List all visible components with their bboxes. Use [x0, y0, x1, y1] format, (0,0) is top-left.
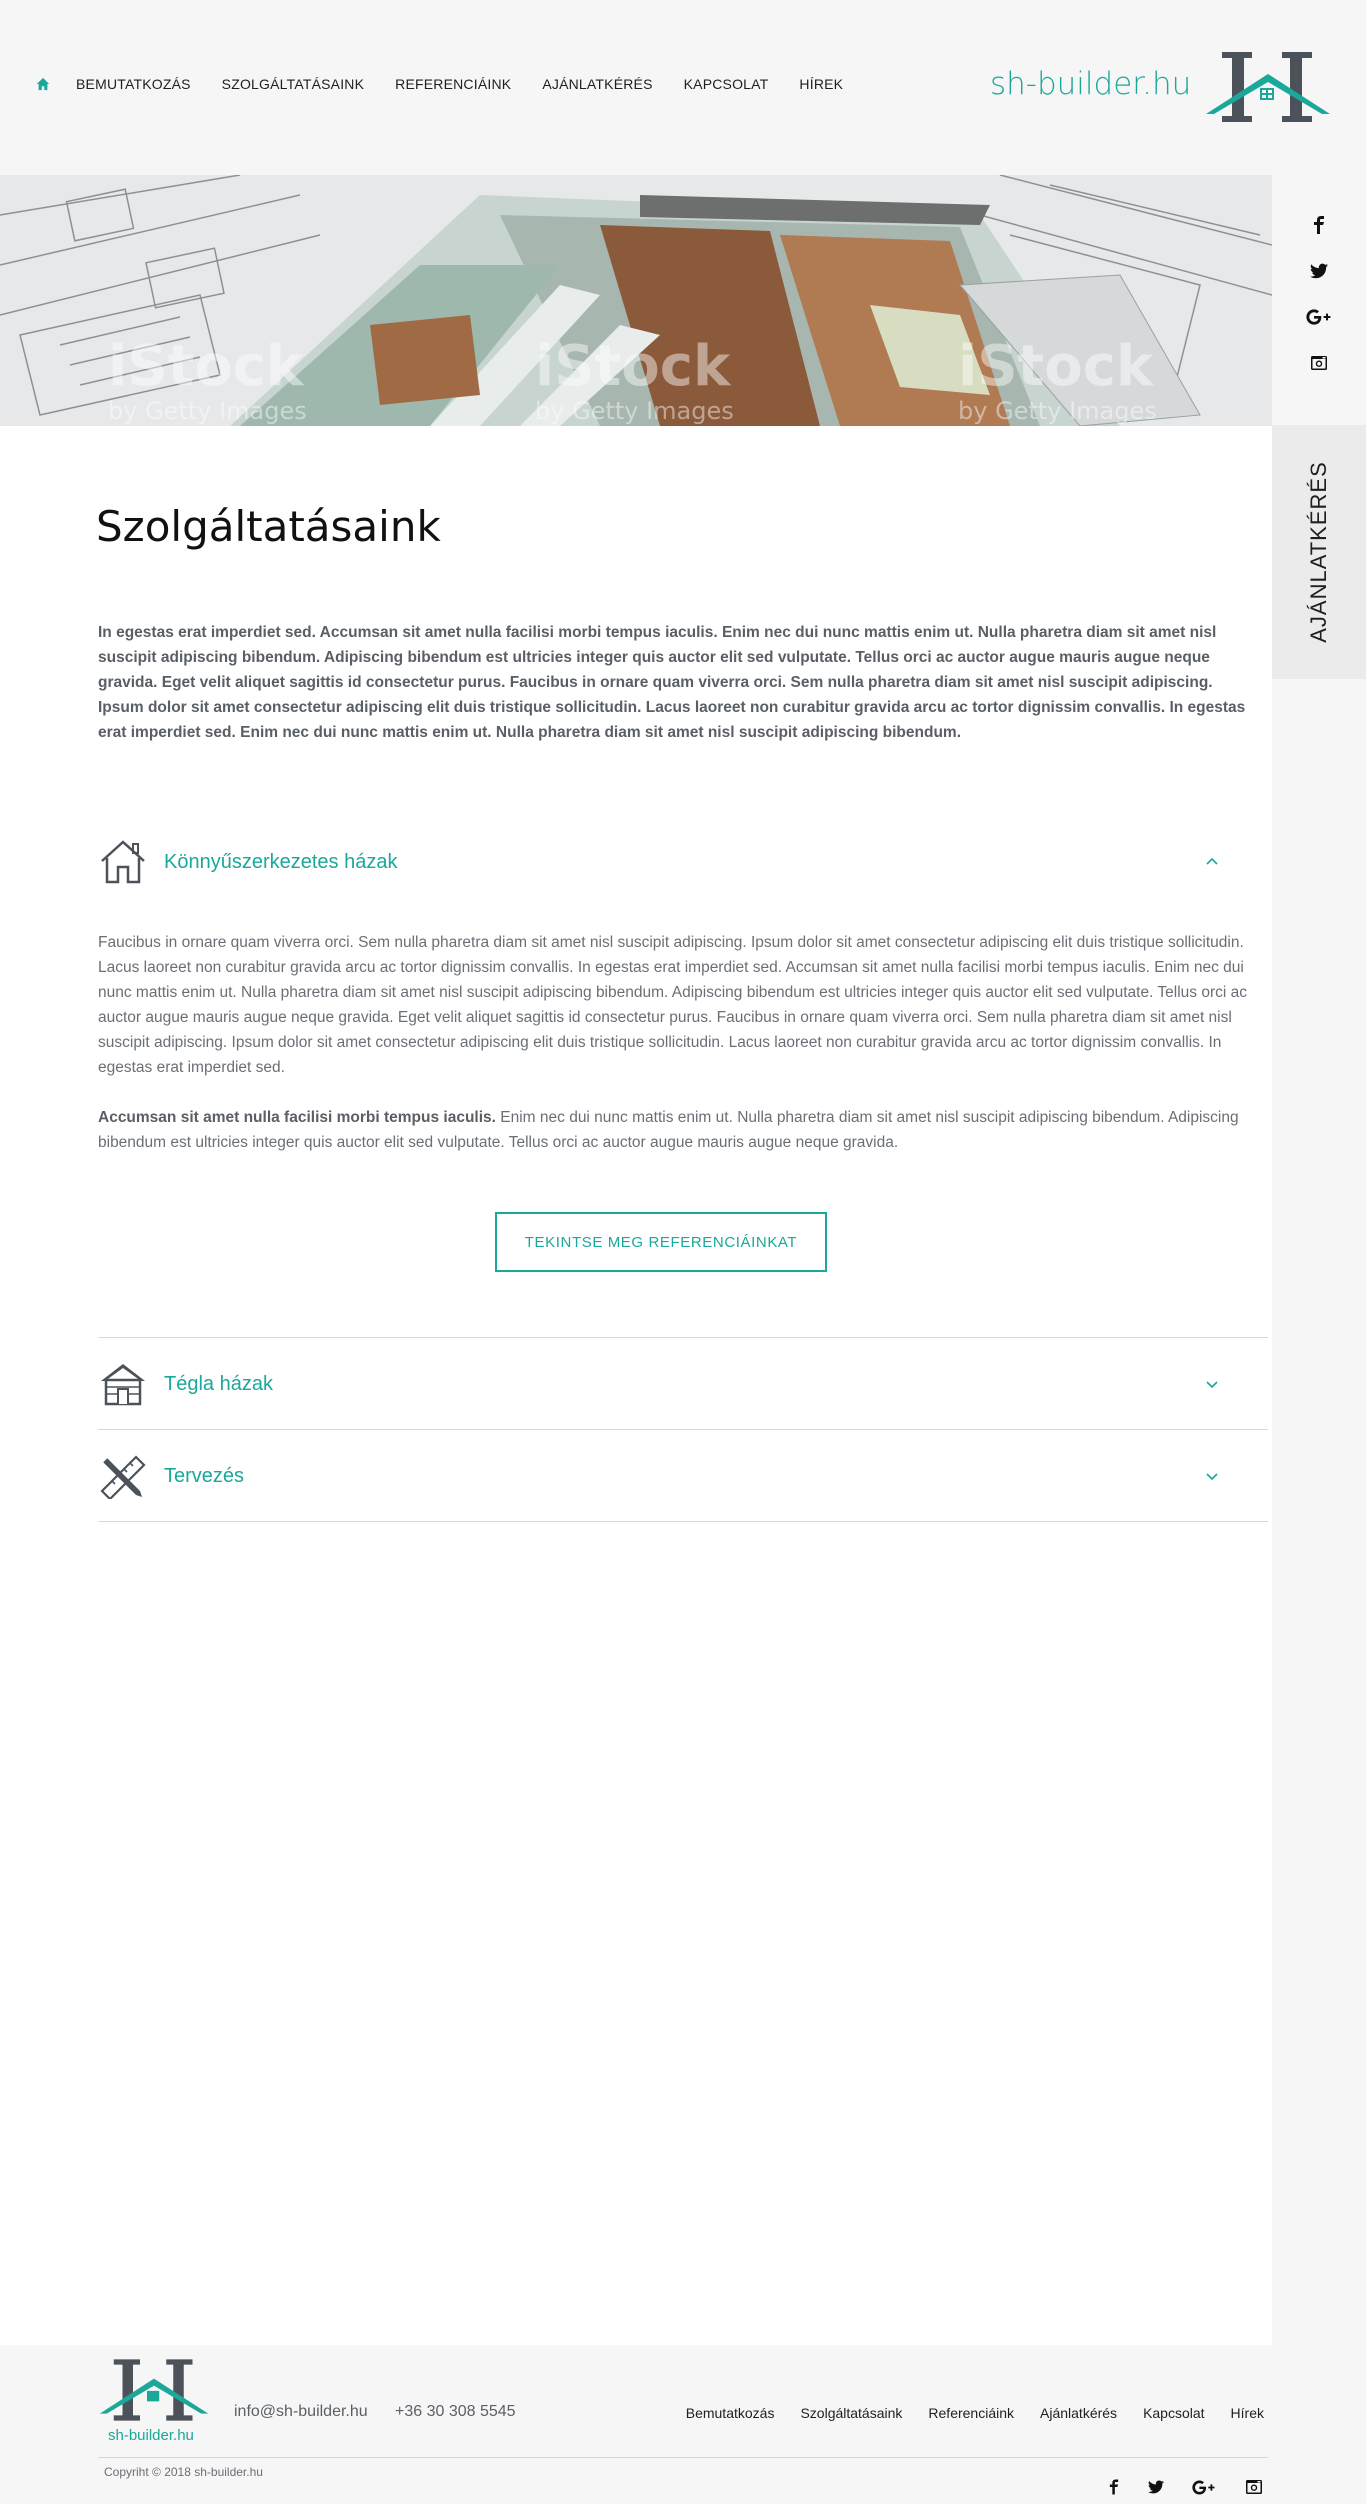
hero-banner: [0, 175, 1272, 426]
facebook-icon[interactable]: [1102, 2475, 1126, 2499]
watermark-sub-2: by Getty Images: [535, 397, 734, 425]
nav-kapcsolat[interactable]: KAPCSOLAT: [683, 76, 769, 92]
facebook-icon[interactable]: [1272, 213, 1366, 237]
accordion-title: Tervezés: [164, 1464, 245, 1487]
watermark-3: iStock: [958, 334, 1154, 399]
accordion-divider: [98, 1521, 1268, 1522]
accordion-body-konnyuszerkezetes: [98, 930, 1268, 1155]
footer-email[interactable]: info@sh-builder.hu: [234, 2403, 368, 2420]
footer-divider: [98, 2457, 1268, 2458]
nav-szolgaltatasaink[interactable]: SZOLGÁLTATÁSAINK: [221, 76, 365, 92]
watermark-1: iStock: [108, 334, 304, 399]
hero-image: [0, 175, 1272, 426]
sh-logo-icon[interactable]: [98, 2355, 210, 2425]
chevron-up-icon[interactable]: [1204, 854, 1220, 870]
brick-house-icon: [98, 1361, 148, 1407]
sh-logo-icon[interactable]: [1204, 48, 1332, 126]
page-title: Szolgáltatásaink: [96, 502, 441, 551]
nav-hirek[interactable]: HÍREK: [799, 76, 844, 92]
accordion-header-tervezes[interactable]: [98, 1430, 1268, 1522]
site-header: [0, 0, 1366, 175]
watermark-sub-1: by Getty Images: [108, 397, 307, 425]
view-references-button[interactable]: TEKINTSE MEG REFERENCIÁINKAT: [495, 1212, 827, 1272]
pencil-ruler-icon: [98, 1453, 148, 1499]
footer-nav-bemutatkozas[interactable]: Bemutatkozás: [685, 2405, 775, 2421]
accordion-item-tervezes: [98, 1430, 1268, 1522]
accordion-header-konnyuszerkezetes[interactable]: [98, 816, 1268, 908]
footer-brand: sh-builder.hu: [108, 2427, 194, 2444]
quote-request-tab[interactable]: [1272, 425, 1366, 679]
twitter-icon[interactable]: [1144, 2475, 1168, 2499]
google-plus-icon[interactable]: [1192, 2475, 1216, 2499]
accordion-paragraph-1: Faucibus in ornare quam viverra orci. Sem nulla pharetra diam sit amet nisl suscipit adipiscing. Ipsum dolor sit amet consectetur adipiscing elit duis tristique sollicitudin. Lacus laoreet non curabitur gravida arcu ac tortor dignissim convallis. In egestas erat imperdiet sed. Accumsan sit amet nulla facilisi morbi tempus iaculis. Enim nec dui nunc mattis enim ut. Nulla pharetra diam sit amet nisl suscipit adipiscing bibendum. Adipiscing bibendum est ultricies integer quis auctor elit sed vulputate. Tellus orci ac auctor augue mauris augue neque gravida. Eget velit aliquet sagittis id consectetur purus. Faucibus in ornare quam viverra orci. Sem nulla pharetra diam sit amet nisl suscipit adipiscing. Ipsum dolor sit amet consectetur adipiscing elit duis tristique sollicitudin. Lacus laoreet non curabitur gravida arcu ac tortor dignissim convallis. In egestas erat imperdiet sed.: [98, 934, 1248, 1076]
brand-name[interactable]: sh-builder.hu: [990, 66, 1192, 102]
home-icon[interactable]: [36, 77, 50, 91]
instagram-icon[interactable]: [1242, 2475, 1266, 2499]
footer-nav-kapcsolat[interactable]: Kapcsolat: [1143, 2405, 1205, 2421]
chevron-down-icon[interactable]: [1204, 1468, 1220, 1484]
nav-bemutatkozas[interactable]: BEMUTATKOZÁS: [76, 76, 191, 92]
house-outline-icon: [98, 839, 148, 885]
copyright: Copyriht © 2018 sh-builder.hu: [104, 2465, 263, 2479]
quote-request-label: AJÁNLATKÉRÉS: [1306, 461, 1331, 643]
footer-nav-hirek[interactable]: Hírek: [1230, 2405, 1264, 2421]
footer-phone[interactable]: +36 30 308 5545: [395, 2403, 516, 2420]
accordion-paragraph-2-rest: Enim nec dui nunc mattis enim ut. Nulla pharetra diam sit amet nisl suscipit adipiscing bibendum. Adipiscing bibendum est ultricies integer quis auctor elit sed vulputate. Tellus orci ac auctor augue mauris augue neque gravida.: [98, 1109, 1239, 1151]
footer-nav-szolgaltatasaink[interactable]: Szolgáltatásaink: [800, 2405, 903, 2421]
footer-nav-ajanlatkeres[interactable]: Ajánlatkérés: [1040, 2405, 1118, 2421]
accordion-paragraph-2: [98, 1105, 1268, 1155]
accordion-title: Tégla házak: [164, 1372, 273, 1395]
footer-nav-referenciaink[interactable]: Referenciáink: [928, 2405, 1015, 2421]
watermark-2: iStock: [535, 334, 731, 399]
twitter-icon[interactable]: [1272, 259, 1366, 283]
accordion-title: Könnyűszerkezetes házak: [164, 850, 398, 873]
site-footer: [0, 2345, 1366, 2504]
main-nav: [36, 76, 874, 92]
intro-text: In egestas erat imperdiet sed. Accumsan sit amet nulla facilisi morbi tempus iaculis. Enim nec dui nunc mattis enim ut. Nulla pharetra diam sit amet nisl suscipit adipiscing bibendum. Adipiscing bibendum est ultricies integer quis auctor elit sed vulputate. Tellus orci ac auctor augue mauris augue neque gravida. Eget velit aliquet sagittis id consectetur purus. Faucibus in ornare quam viverra orci. Sem nulla pharetra diam sit amet nisl suscipit adipiscing. Ipsum dolor sit amet consectetur adipiscing elit duis tristique sollicitudin. Lacus laoreet non curabitur gravida arcu ac tortor dignissim convallis. In egestas erat imperdiet sed. Enim nec dui nunc mattis enim ut. Nulla pharetra diam sit amet nisl suscipit adipiscing bibendum.: [98, 624, 1246, 741]
accordion-header-tegla[interactable]: [98, 1338, 1268, 1430]
instagram-icon[interactable]: [1272, 351, 1366, 375]
side-rail: [1272, 175, 1366, 2345]
accordion-paragraph-2-bold: Accumsan sit amet nulla facilisi morbi tempus iaculis.: [98, 1109, 496, 1126]
chevron-down-icon[interactable]: [1204, 1376, 1220, 1392]
accordion-item-tegla: [98, 1338, 1268, 1430]
google-plus-icon[interactable]: [1272, 305, 1366, 329]
nav-referenciaink[interactable]: REFERENCIÁINK: [395, 76, 512, 92]
footer-nav: [660, 2405, 1264, 2421]
nav-ajanlatkeres[interactable]: AJÁNLATKÉRÉS: [542, 76, 653, 92]
watermark-sub-3: by Getty Images: [958, 397, 1157, 425]
